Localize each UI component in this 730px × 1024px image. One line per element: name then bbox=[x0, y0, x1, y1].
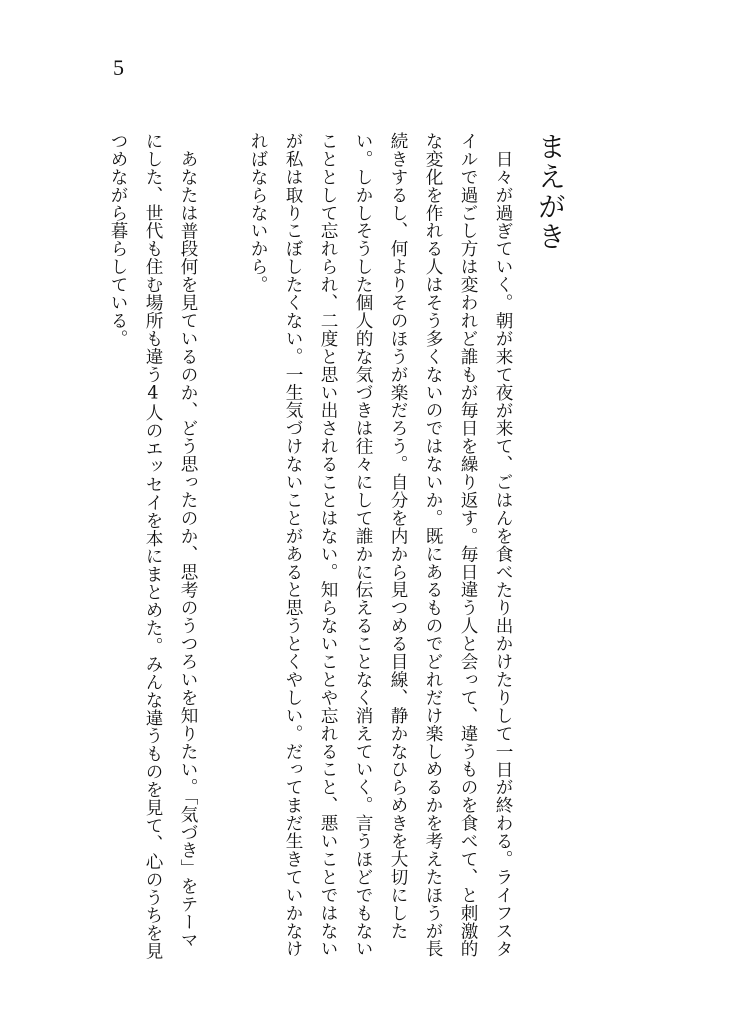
page-number: 5 bbox=[113, 55, 124, 80]
vertical-text-block bbox=[100, 132, 580, 962]
page-title: まえがき bbox=[534, 132, 567, 252]
paragraph-2: あなたは普段何を見ているのか、どう思ったのか、思考のうつろいを知りたい。「気づき」をテーマにした、世代も住む場所も違う4人のエッセイを本にまとめた。みんな違うものを見て、心のうちを見つめながら暮らしている。 bbox=[108, 132, 198, 961]
paragraph-1: 日々が過ぎていく。朝が来て夜が来て、ごはんを食べたり出かけたりして一日が終わる。ライフスタイルで過ごし方は変われど誰もが毎日を繰り返す。毎日違う人と会って、違うものを食べて、と刺激的な変化を作れる人はそう多くないのではないか。既にあるものでどれだけ楽しめるかを考えたほうが長続きするし、何よりそのほうが楽だろう。自分を内から見つめる目線、静かなひらめきを大切にしたい。しかしそうした個人的な気づきは往々にして誰かに伝えることなく消えていく。言うほどでもないこととして忘れられ、二度と思い出されることはない。知らないことや忘れること、悪いことではないが私は取りこぼしたくない。一生気づけないことがあると思うとくやしい。だってまだ生きていかなければならないから。 bbox=[248, 132, 513, 958]
